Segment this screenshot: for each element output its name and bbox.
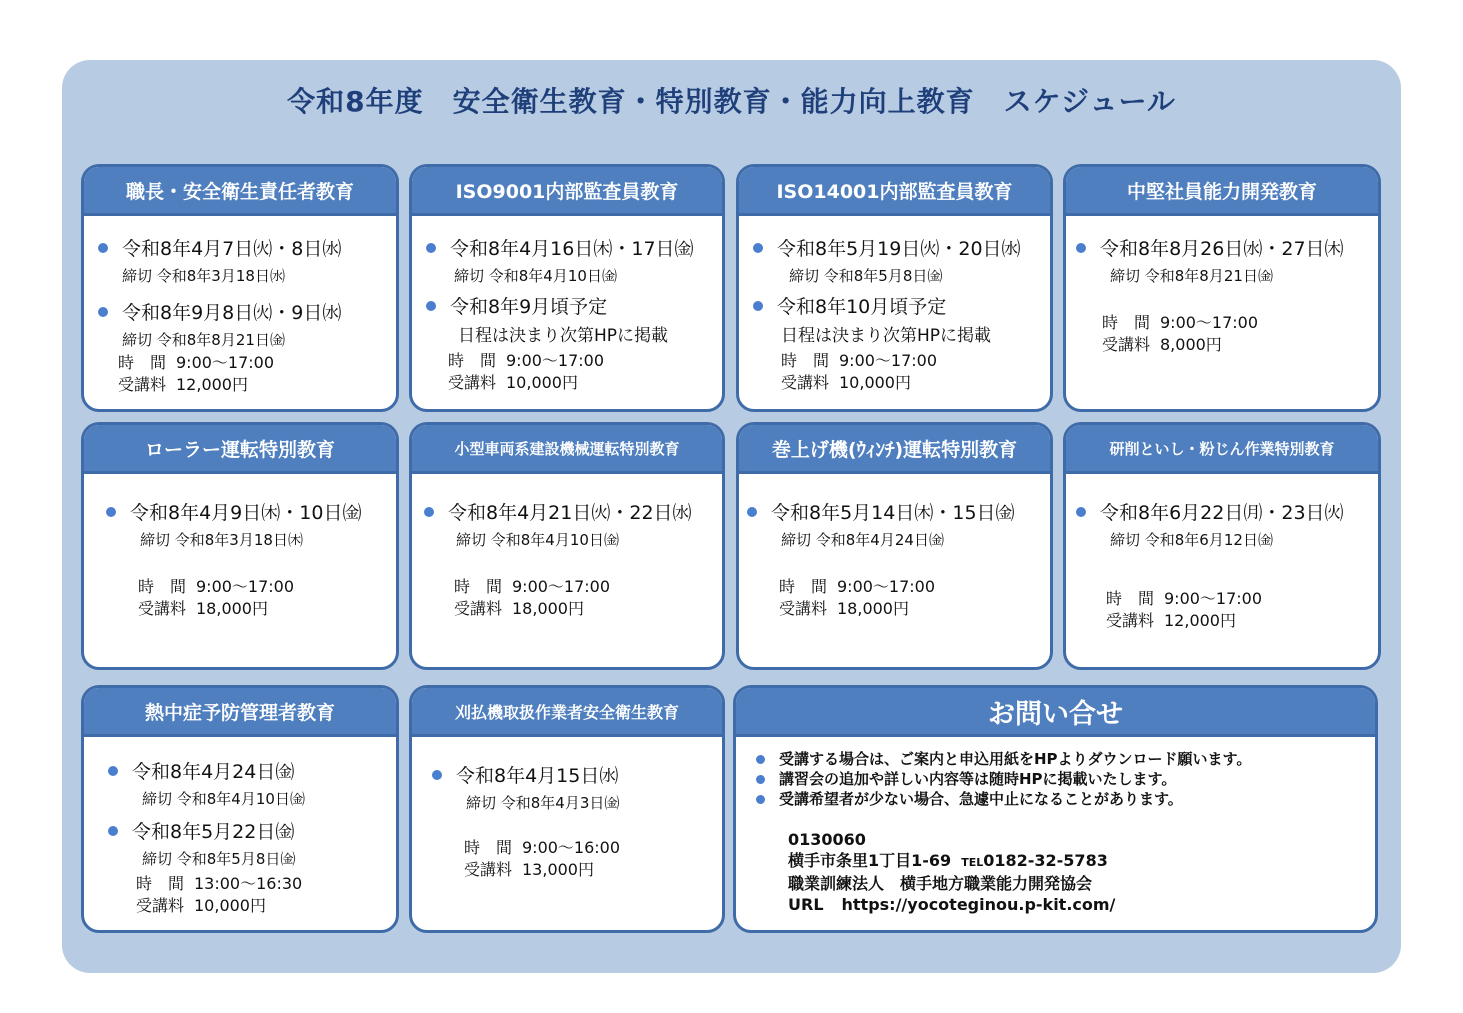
fee-label: 受講料	[1102, 335, 1151, 354]
course-card	[409, 422, 725, 670]
time-value: 9:00～17:00	[196, 577, 295, 596]
fee-label: 受講料	[454, 599, 503, 618]
course-card	[81, 164, 399, 412]
fee-value: 12,000円	[1164, 611, 1236, 630]
url-line	[788, 894, 1115, 915]
address-line	[788, 850, 1115, 873]
time-value: 9:00～17:00	[839, 351, 938, 370]
time-value: 13:00～16:30	[194, 874, 303, 893]
notice-list	[756, 749, 1251, 809]
course-title: 職長・安全衛生責任者教育	[84, 167, 396, 216]
time-value: 9:00～17:00	[506, 351, 605, 370]
tel-number: 0182-32-5783	[983, 851, 1108, 870]
fee-label: 受講料	[464, 860, 513, 879]
bullet-icon	[1076, 243, 1086, 253]
time-label: 時 間	[464, 838, 513, 857]
course-title: ローラー運転特別教育	[84, 425, 396, 474]
notice-item: 受講する場合は、ご案内と申込用紙をHPよりダウンロード願います。	[756, 749, 1251, 769]
course-card	[409, 685, 725, 933]
fee-value: 13,000円	[522, 860, 594, 879]
course-card	[409, 164, 725, 412]
bullet-icon	[108, 826, 118, 836]
fee-value: 10,000円	[506, 373, 578, 392]
session-deadline: 締切 令和8年4月10日㈮	[456, 531, 619, 549]
course-title: 研削といし・粉じん作業特別教育	[1066, 425, 1378, 474]
course-title: ISO9001内部監査員教育	[412, 167, 722, 216]
bullet-icon	[756, 755, 765, 764]
url-label: URL	[788, 895, 824, 914]
session-deadline: 締切 令和8年8月21日㈮	[1110, 267, 1273, 285]
session-deadline: 締切 令和8年4月24日㈮	[781, 531, 944, 549]
page-title: 令和8年度 安全衛生教育・特別教育・能力向上教育 スケジュール	[287, 85, 1176, 118]
fee-value: 10,000円	[194, 896, 266, 915]
course-title: 中堅社員能力開発教育	[1066, 167, 1378, 216]
bullet-icon	[753, 301, 763, 311]
session-date: 令和8年4月9日㈭・10日㈮	[130, 502, 362, 524]
fee-label: 受講料	[779, 599, 828, 618]
fee-label: 受講料	[136, 896, 185, 915]
contact-card	[733, 685, 1378, 933]
bullet-icon	[756, 795, 765, 804]
bullet-icon	[1076, 507, 1086, 517]
notice-item: 講習会の追加や詳しい内容等は随時HPに掲載いたします。	[756, 769, 1251, 789]
bullet-icon	[756, 775, 765, 784]
fee-value: 18,000円	[837, 599, 909, 618]
session-date: 令和8年8月26日㈬・27日㈭	[1100, 238, 1344, 260]
session-date: 令和8年4月24日㈮	[132, 761, 295, 783]
course-card	[736, 164, 1053, 412]
course-card	[81, 422, 399, 670]
fee-label: 受講料	[118, 375, 167, 394]
session-deadline: 締切 令和8年3月18日㈬	[122, 267, 285, 285]
bullet-icon	[426, 243, 436, 253]
session-note: 日程は決まり次第HPに掲載	[781, 326, 992, 346]
fee-label: 受講料	[781, 373, 830, 392]
course-title: 刈払機取扱作業者安全衛生教育	[412, 688, 722, 737]
session-deadline: 締切 令和8年8月21日㈮	[122, 331, 285, 349]
fee-label: 受講料	[448, 373, 497, 392]
time-label: 時 間	[448, 351, 497, 370]
session-date: 令和8年5月22日㈮	[132, 821, 295, 843]
session-date: 令和8年4月16日㈭・17日㈮	[450, 238, 694, 260]
session-date: 令和8年9月8日㈫・9日㈬	[122, 302, 342, 324]
bullet-icon	[108, 766, 118, 776]
session-deadline: 締切 令和8年5月8日㈮	[142, 850, 296, 868]
session-note: 日程は決まり次第HPに掲載	[458, 326, 669, 346]
organization: 職業訓練法人 横手地方職業能力開発協会	[788, 874, 1093, 893]
session-deadline: 締切 令和8年3月18日㈭	[140, 531, 303, 549]
course-card	[1063, 422, 1381, 670]
fee-value: 10,000円	[839, 373, 911, 392]
time-value: 9:00～17:00	[837, 577, 936, 596]
notice-item: 受講希望者が少ない場合、急遽中止になることがあります。	[756, 789, 1251, 809]
time-label: 時 間	[138, 577, 187, 596]
bullet-icon	[98, 307, 108, 317]
time-label: 時 間	[779, 577, 828, 596]
address: 横手市条里1丁目1-69	[788, 851, 952, 870]
bullet-icon	[753, 243, 763, 253]
course-title: 巻上げ機(ｳｨﾝﾁ)運転特別教育	[739, 425, 1050, 474]
url-link[interactable]: https://yocoteginou.p-kit.com/	[841, 895, 1116, 914]
session-date: 令和8年5月14日㈭・15日㈮	[771, 502, 1015, 524]
time-value: 9:00～17:00	[1164, 589, 1263, 608]
session-deadline: 締切 令和8年4月3日㈮	[466, 794, 620, 812]
fee-label: 受講料	[138, 599, 187, 618]
bullet-icon	[98, 243, 108, 253]
fee-label: 受講料	[1106, 611, 1155, 630]
course-card	[1063, 164, 1381, 412]
bullet-icon	[106, 507, 116, 517]
time-value: 9:00～16:00	[522, 838, 621, 857]
time-label: 時 間	[136, 874, 185, 893]
bullet-icon	[432, 770, 442, 780]
course-title: 熱中症予防管理者教育	[84, 688, 396, 737]
fee-value: 18,000円	[196, 599, 268, 618]
fee-value: 12,000円	[176, 375, 248, 394]
session-date: 令和8年4月21日㈫・22日㈬	[448, 502, 692, 524]
session-deadline: 締切 令和8年5月8日㈮	[789, 267, 943, 285]
time-label: 時 間	[454, 577, 503, 596]
session-date: 令和8年10月頃予定	[777, 296, 947, 318]
bullet-icon	[747, 507, 757, 517]
time-label: 時 間	[781, 351, 830, 370]
time-value: 9:00～17:00	[512, 577, 611, 596]
course-title: 小型車両系建設機械運転特別教育	[412, 425, 722, 474]
session-date: 令和8年4月7日㈫・8日㈬	[122, 238, 342, 260]
time-label: 時 間	[1102, 313, 1151, 332]
time-value: 9:00～17:00	[1160, 313, 1259, 332]
postal-code: 0130060	[788, 830, 866, 849]
session-date: 令和8年4月15日㈬	[456, 765, 619, 787]
fee-value: 8,000円	[1160, 335, 1222, 354]
course-card	[81, 685, 399, 933]
fee-value: 18,000円	[512, 599, 584, 618]
session-deadline: 締切 令和8年4月10日㈮	[142, 790, 305, 808]
course-card	[736, 422, 1053, 670]
contact-title: お問い合せ	[736, 688, 1375, 737]
session-date: 令和8年9月頃予定	[450, 296, 608, 318]
time-label: 時 間	[118, 353, 167, 372]
course-title: ISO14001内部監査員教育	[739, 167, 1050, 216]
session-deadline: 締切 令和8年4月10日㈮	[454, 267, 617, 285]
contact-info	[788, 829, 1115, 915]
session-date: 令和8年5月19日㈫・20日㈬	[777, 238, 1021, 260]
time-value: 9:00～17:00	[176, 353, 275, 372]
time-label: 時 間	[1106, 589, 1155, 608]
session-deadline: 締切 令和8年6月12日㈮	[1110, 531, 1273, 549]
bullet-icon	[424, 507, 434, 517]
session-date: 令和8年6月22日㈪・23日㈫	[1100, 502, 1344, 524]
tel-label: TEL	[961, 856, 984, 869]
bullet-icon	[426, 301, 436, 311]
